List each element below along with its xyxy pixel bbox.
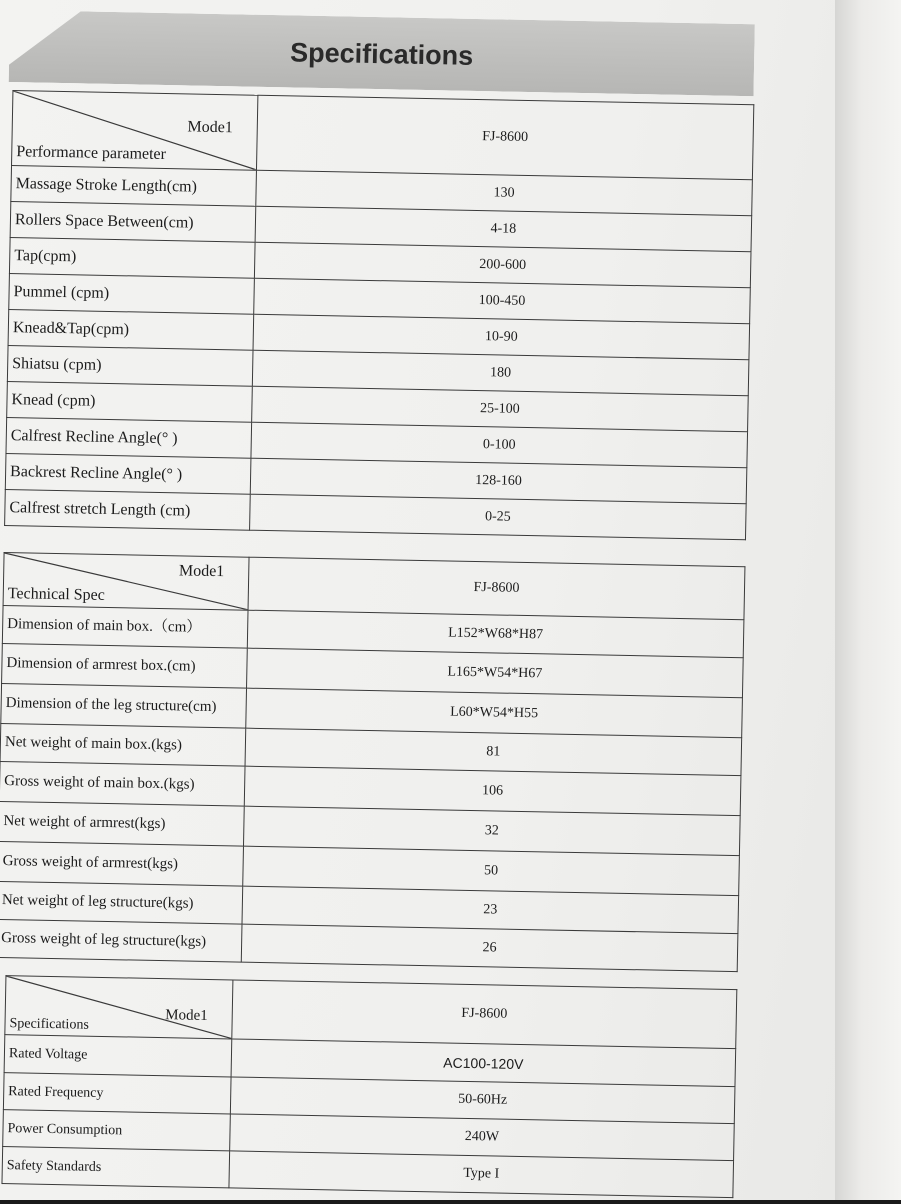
model-value: FJ-8600 (248, 557, 745, 620)
row-label: Massage Stroke Length(cm) (11, 166, 257, 207)
param-label: Technical Spec (7, 585, 106, 604)
header-cell (5, 976, 233, 1039)
row-value: 240W (230, 1114, 735, 1161)
row-value: L60*W54*H55 (246, 688, 743, 738)
row-value: Type I (229, 1151, 734, 1198)
row-label: Calfrest stretch Length (cm) (5, 489, 251, 530)
row-label: Gross weight of armrest(kgs) (0, 841, 243, 886)
model-label: Mode1 (187, 118, 233, 137)
table-header-row (12, 91, 754, 180)
row-label: Knead (cpm) (7, 382, 253, 423)
model-label: Mode1 (165, 1007, 208, 1024)
row-value: AC100-120V (231, 1039, 736, 1087)
performance-table (4, 90, 754, 540)
param-label: Specifications (9, 1016, 89, 1033)
model-value: FJ-8600 (256, 95, 753, 180)
row-label: Dimension of the leg structure(cm) (1, 683, 247, 728)
row-label: Power Consumption (3, 1110, 231, 1151)
technical-spec-table (0, 552, 745, 972)
row-label: Calfrest Recline Angle(° ) (6, 418, 252, 459)
row-value: 4-18 (255, 206, 752, 252)
row-label: Rollers Space Between(cm) (10, 202, 256, 243)
page-title: Specifications (289, 37, 474, 71)
model-value: FJ-8600 (232, 980, 737, 1049)
row-value: 50-60Hz (230, 1077, 735, 1124)
model-label: Mode1 (178, 562, 225, 581)
row-label: Gross weight of main box.(kgs) (0, 761, 245, 806)
row-label: Dimension of armrest box.(cm) (2, 643, 248, 688)
row-value: 200-600 (254, 242, 751, 288)
row-label: Shiatsu (cpm) (7, 346, 253, 387)
spec-content (0, 10, 770, 1204)
row-label: Safety Standards (2, 1147, 230, 1188)
row-label: Gross weight of leg structure(kgs) (0, 919, 242, 962)
header-cell (3, 552, 249, 610)
row-value: 81 (245, 728, 742, 776)
row-value: 128-160 (250, 458, 747, 504)
row-value: 10-90 (253, 314, 750, 360)
row-label: Net weight of armrest(kgs) (0, 801, 244, 846)
row-value: 180 (252, 350, 749, 396)
electrical-spec-table (1, 975, 737, 1198)
row-label: Knead&Tap(cpm) (8, 310, 254, 351)
row-label: Net weight of leg structure(kgs) (0, 881, 243, 924)
row-label: Pummel (cpm) (9, 274, 255, 315)
row-value: 32 (243, 806, 740, 856)
row-label: Net weight of main box.(kgs) (0, 723, 246, 766)
page-edge (835, 0, 901, 1200)
row-label: Dimension of main box.（cm） (2, 605, 248, 648)
row-value: 23 (242, 886, 739, 934)
row-label: Rated Voltage (4, 1035, 232, 1077)
row-value: 106 (244, 766, 741, 816)
row-label: Backrest Recline Angle(° ) (5, 454, 251, 495)
row-value: 26 (241, 924, 738, 972)
row-value: 0-25 (250, 494, 747, 540)
row-value: 25-100 (252, 386, 749, 432)
row-value: 130 (256, 170, 753, 216)
row-value: 100-450 (254, 278, 751, 324)
row-value: L165*W54*H67 (247, 648, 744, 698)
row-label: Tap(cpm) (9, 238, 255, 279)
header-cell (12, 91, 258, 171)
param-label: Performance parameter (16, 143, 167, 164)
row-value: 50 (243, 846, 740, 896)
row-value: 0-100 (251, 422, 748, 468)
row-label: Rated Frequency (3, 1073, 231, 1114)
row-value: L152*W68*H87 (247, 610, 744, 658)
